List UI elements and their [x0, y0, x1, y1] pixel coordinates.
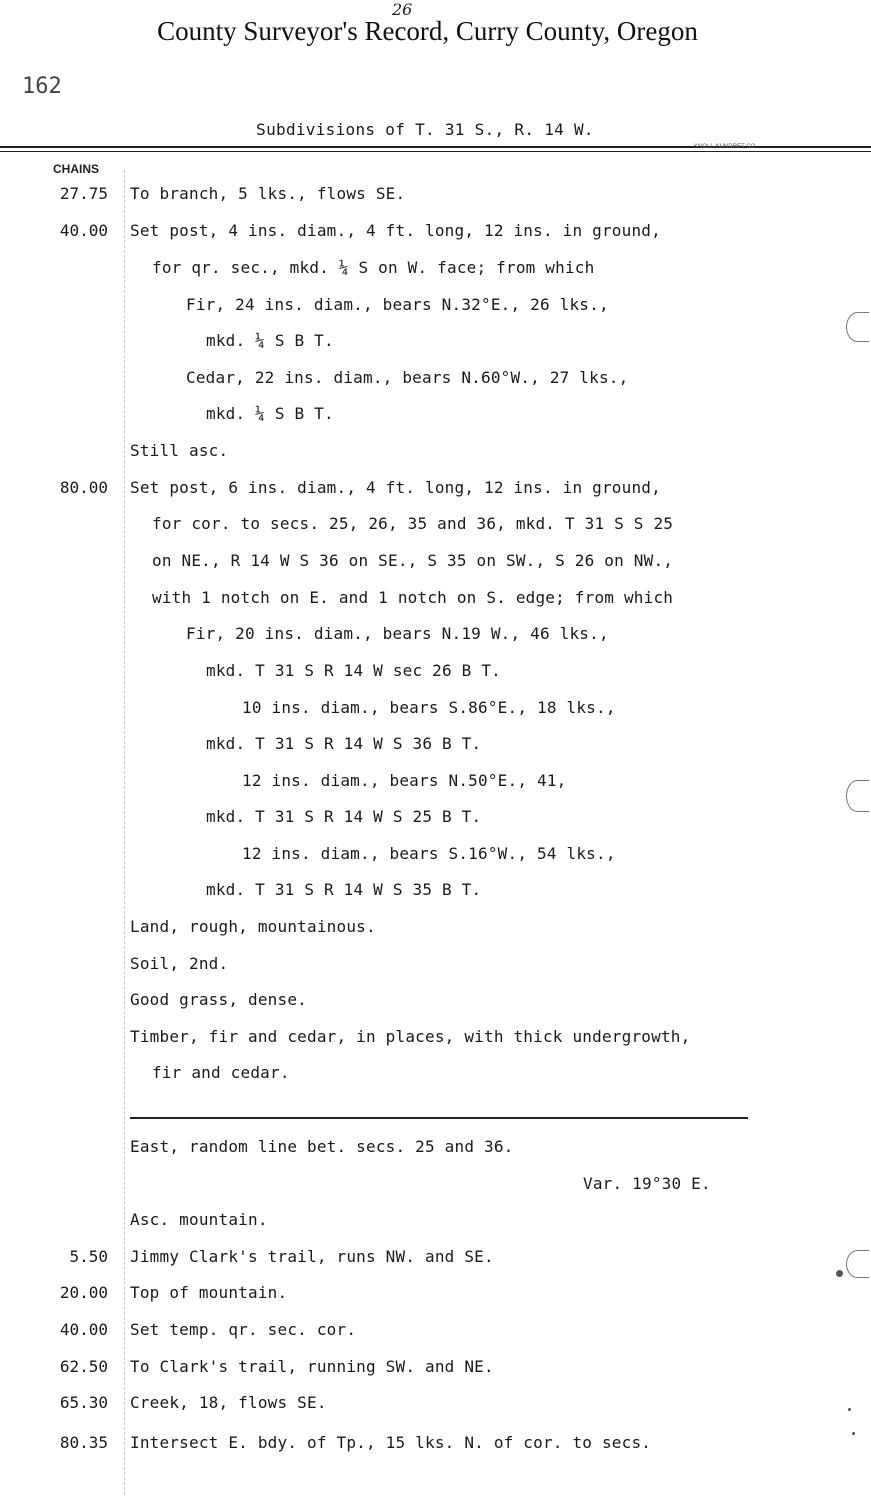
record-line: Set post, 4 ins. diam., 4 ft. long, 12 ins. in ground, — [130, 221, 661, 240]
record-line: Intersect E. bdy. of Tp., 15 lks. N. of cor. to secs. — [130, 1433, 652, 1452]
record-line: To branch, 5 lks., flows SE. — [130, 184, 406, 203]
record-line: Set temp. qr. sec. cor. — [130, 1320, 357, 1339]
record-line: 10 ins. diam., bears S.86°E., 18 lks., — [242, 698, 616, 717]
record-line: mkd. ¼ S B T. — [206, 331, 334, 350]
record-line: fir and cedar. — [152, 1063, 290, 1082]
record-line: mkd. ¼ S B T. — [206, 404, 334, 423]
chain-distance: 40.00 — [59, 1320, 108, 1339]
record-line: mkd. T 31 S R 14 W S 35 B T. — [206, 880, 482, 899]
chain-distance: 5.50 — [69, 1247, 108, 1266]
record-line: for qr. sec., mkd. ¼ S on W. face; from which — [152, 258, 595, 277]
binder-hole-mark — [846, 312, 869, 342]
margin-guide-line — [124, 170, 125, 1495]
record-line: Still asc. — [130, 441, 229, 460]
ink-speck — [836, 1270, 843, 1277]
record-line: with 1 notch on E. and 1 notch on S. edge; from which — [152, 588, 674, 607]
variation-line: Var. 19°30 E. — [583, 1174, 711, 1193]
ink-speck — [852, 1432, 855, 1435]
record-line: mkd. T 31 S R 14 W S 36 B T. — [206, 734, 482, 753]
chain-distance: 80.35 — [59, 1433, 108, 1452]
page-number: 162 — [22, 74, 62, 99]
record-line: Fir, 20 ins. diam., bears N.19 W., 46 lks., — [186, 624, 609, 643]
chain-distance: 20.00 — [59, 1283, 108, 1302]
record-line: Creek, 18, flows SE. — [130, 1393, 327, 1412]
chain-distance: 65.30 — [59, 1393, 108, 1412]
chain-distance: 80.00 — [59, 478, 108, 497]
record-line: Fir, 24 ins. diam., bears N.32°E., 26 lks., — [186, 295, 609, 314]
township-subtitle: Subdivisions of T. 31 S., R. 14 W. — [256, 120, 594, 139]
record-line: Set post, 6 ins. diam., 4 ft. long, 12 ins. in ground, — [130, 478, 661, 497]
record-line: Asc. mountain. — [130, 1210, 268, 1229]
handwritten-page-note: 26 — [392, 0, 413, 19]
record-line: mkd. T 31 S R 14 W sec 26 B T. — [206, 661, 501, 680]
record-line: on NE., R 14 W S 36 on SE., S 35 on SW., S 26 on NW., — [152, 551, 674, 570]
record-line: Timber, fir and cedar, in places, with thick undergrowth, — [130, 1027, 691, 1046]
binder-hole-mark — [846, 1250, 869, 1278]
record-line: mkd. T 31 S R 14 W S 25 B T. — [206, 807, 482, 826]
record-line: 12 ins. diam., bears N.50°E., 41, — [242, 771, 567, 790]
ink-speck — [848, 1408, 851, 1411]
record-line: Land, rough, mountainous. — [130, 917, 376, 936]
record-line: Soil, 2nd. — [130, 954, 229, 973]
chain-distance: 62.50 — [59, 1357, 108, 1376]
record-line: Cedar, 22 ins. diam., bears N.60°W., 27 lks., — [186, 368, 629, 387]
chains-column-header: CHAINS — [53, 162, 100, 176]
record-line: Good grass, dense. — [130, 990, 307, 1009]
record-line: Jimmy Clark's trail, runs NW. and SE. — [130, 1247, 494, 1266]
chain-distance: 40.00 — [59, 221, 108, 240]
record-line: To Clark's trail, running SW. and NE. — [130, 1357, 494, 1376]
record-line: 12 ins. diam., bears S.16°W., 54 lks., — [242, 844, 616, 863]
record-line: for cor. to secs. 25, 26, 35 and 36, mkd. T 31 S S 25 — [152, 514, 674, 533]
record-line: Top of mountain. — [130, 1283, 288, 1302]
publisher-mark: KNOLL-KUNDRET CO — [694, 144, 756, 150]
binder-hole-mark — [846, 780, 869, 812]
record-line: East, random line bet. secs. 25 and 36. — [130, 1137, 514, 1156]
section-divider — [130, 1117, 748, 1119]
chain-distance: 27.75 — [59, 184, 108, 203]
header-rule-bottom — [0, 151, 871, 152]
record-title: County Surveyor's Record, Curry County, Oregon — [157, 16, 698, 46]
